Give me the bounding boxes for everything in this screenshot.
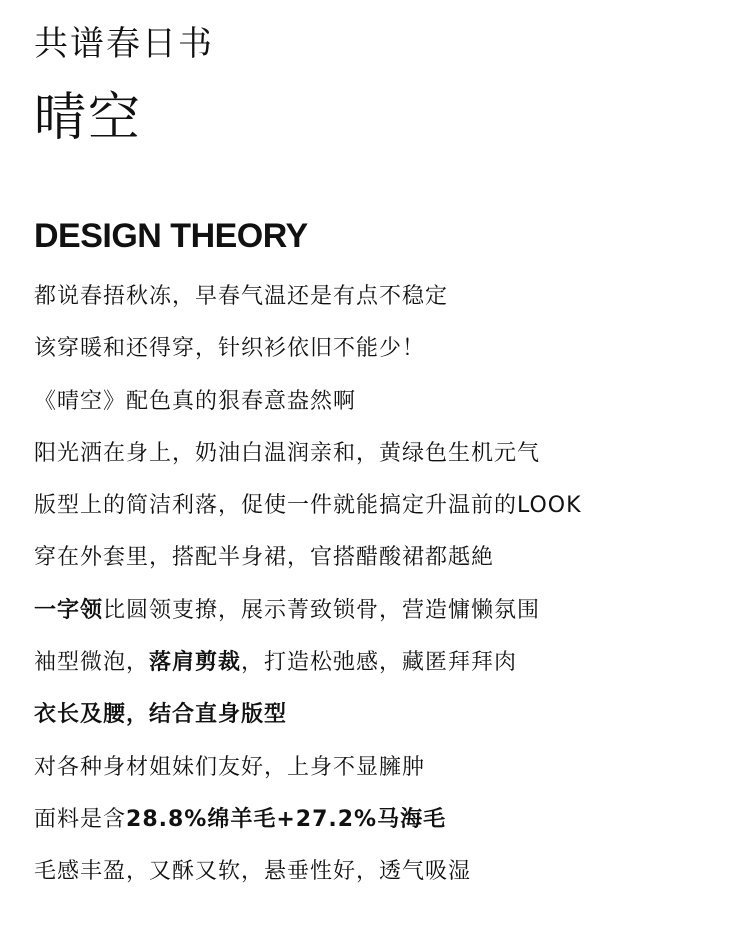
- line-text: 阳光洒在身上，奶油白温润亲和，黄绿色生机元气: [34, 440, 541, 466]
- product-name: 晴空: [34, 88, 143, 148]
- line-text: 比圆领叓撩，展示菁致锁骨，营造慵懒氛围: [103, 597, 541, 623]
- line-text: 面料是含: [34, 806, 127, 832]
- line-text: 版型上的简洁利落，促使一件就能搞定升温前的LOOK: [34, 493, 582, 519]
- description-line: [34, 489, 582, 541]
- line-text: ，打造松弛感，藏匿拜拜肉: [241, 650, 518, 676]
- line-text: 该穿暖和还得穿，针织衫依旧不能少！: [34, 336, 426, 362]
- section-title: DESIGN THEORY: [34, 217, 308, 255]
- line-text: 都说春捂秋冻，早春气温还是有点不稳定: [34, 284, 449, 309]
- line-text: 《晴空》配色真的狠春意盎然啊: [34, 388, 357, 414]
- highlight-text: 28.8%绵羊毛+27.2%马海毛: [126, 806, 447, 832]
- description-line: [34, 541, 582, 593]
- highlight-text: 落肩剪裁: [149, 650, 242, 676]
- line-text: 穿在外套里，搭配半身裙，官搭醋酸裙都赿絶: [34, 545, 495, 571]
- description-line: [34, 332, 582, 384]
- description-line: [34, 751, 582, 803]
- description-line: [34, 803, 582, 855]
- line-text: 毛感丰盈，又酥又软，悬垂性好，透气吸湿: [34, 859, 472, 885]
- highlight-text: 一字领: [34, 597, 104, 623]
- description-list: [34, 280, 582, 908]
- line-text: 对各种身材姐妹们友好，上身不显臃肿: [34, 754, 426, 780]
- description-line: [34, 385, 582, 437]
- line-text: 袖型微泡，: [34, 650, 150, 676]
- description-line: [34, 698, 582, 750]
- highlight-text: 衣长及腰，结合直身版型: [34, 702, 288, 728]
- description-line: [34, 594, 582, 646]
- description-line: [34, 437, 582, 489]
- description-line: [34, 646, 582, 698]
- description-line: [34, 280, 582, 332]
- brand-title: 共谱春日书: [34, 24, 214, 64]
- description-line: [34, 855, 582, 907]
